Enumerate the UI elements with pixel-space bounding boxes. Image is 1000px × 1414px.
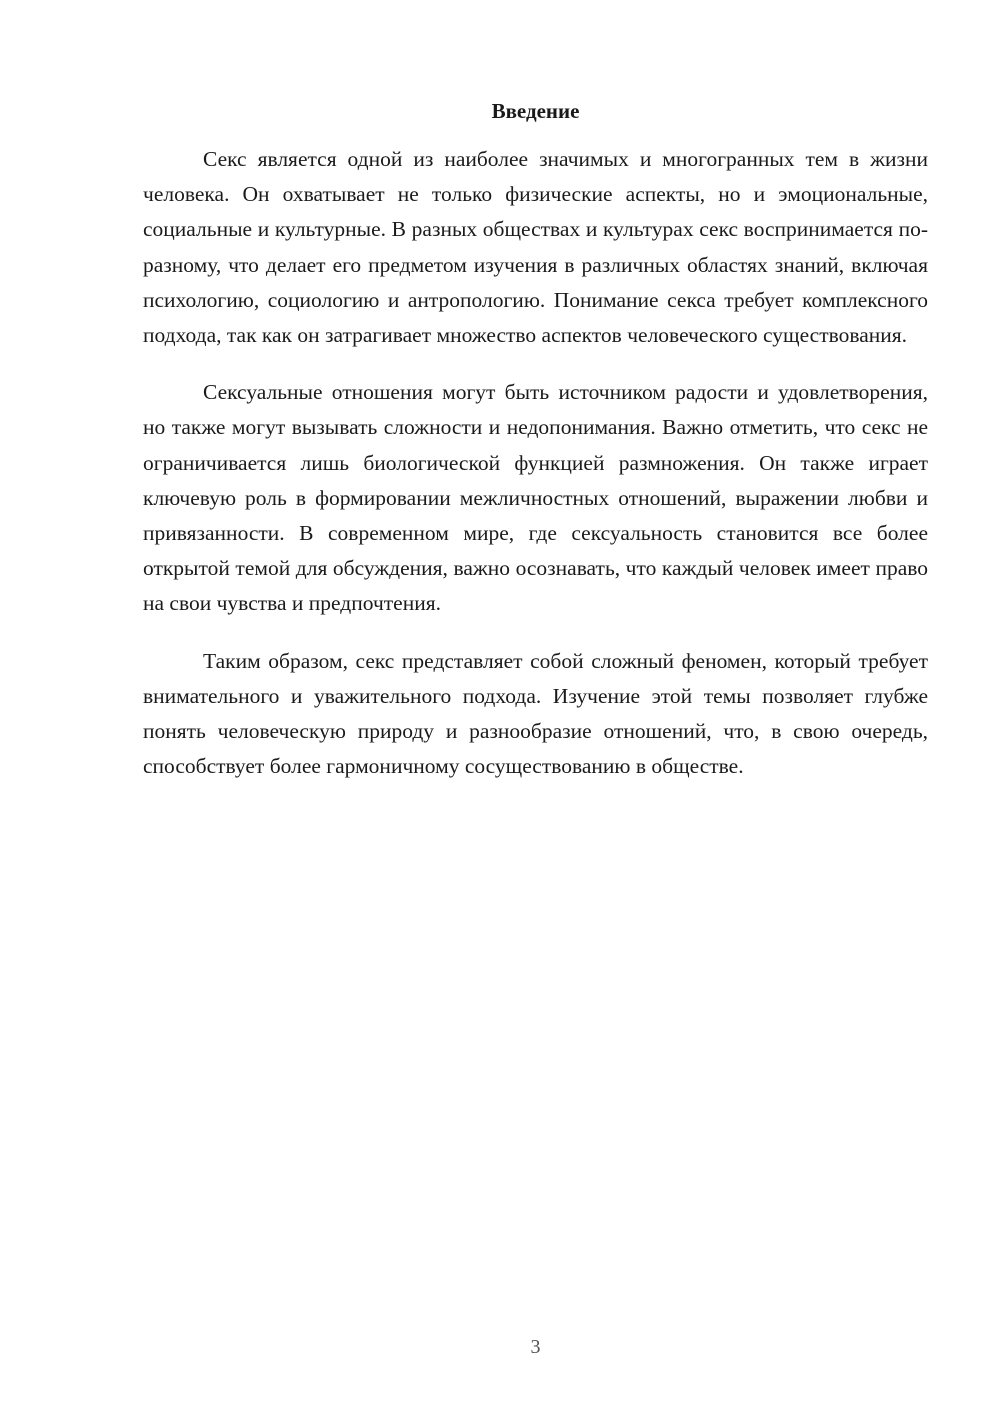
section-heading: Введение: [491, 99, 580, 123]
page-number: 3: [530, 1336, 541, 1358]
body-text: [143, 142, 928, 806]
paragraph-2: Сексуальные отношения могут быть источником радости и удовлетворения, но также могут вызывать сложности и недопонимания. Важно отметить, что секс не ограничивается лишь биологической функцией размножения. Он также играет ключевую роль в формировании межличностных отношений, выражении любви и привязанности. В современном мире, где сексуальность становится все более открытой темой для обсуждения, важно осознавать, что каждый человек имеет право на свои чувства и предпочтения.: [143, 380, 928, 616]
paragraph-3: Таким образом, секс представляет собой сложный феномен, который требует внимательного и уважительного подхода. Изучение этой темы позволяет глубже понять человеческую природу и разнообразие отношений, что, в свою очередь, способствует более гармоничному сосуществованию в обществе.: [143, 648, 928, 779]
paragraph-1: Секс является одной из наиболее значимых и многогранных тем в жизни человека. Он охватывает не только физические аспекты, но и эмоциональные, социальные и культурные. В разных обществах и культурах секс воспринимается по-разному, что делает его предметом изучения в различных областях знаний, включая психологию, социологию и антропологию. Понимание секса требует комплексного подхода, так как он затрагивает множество аспектов человеческого существования.: [143, 147, 928, 348]
